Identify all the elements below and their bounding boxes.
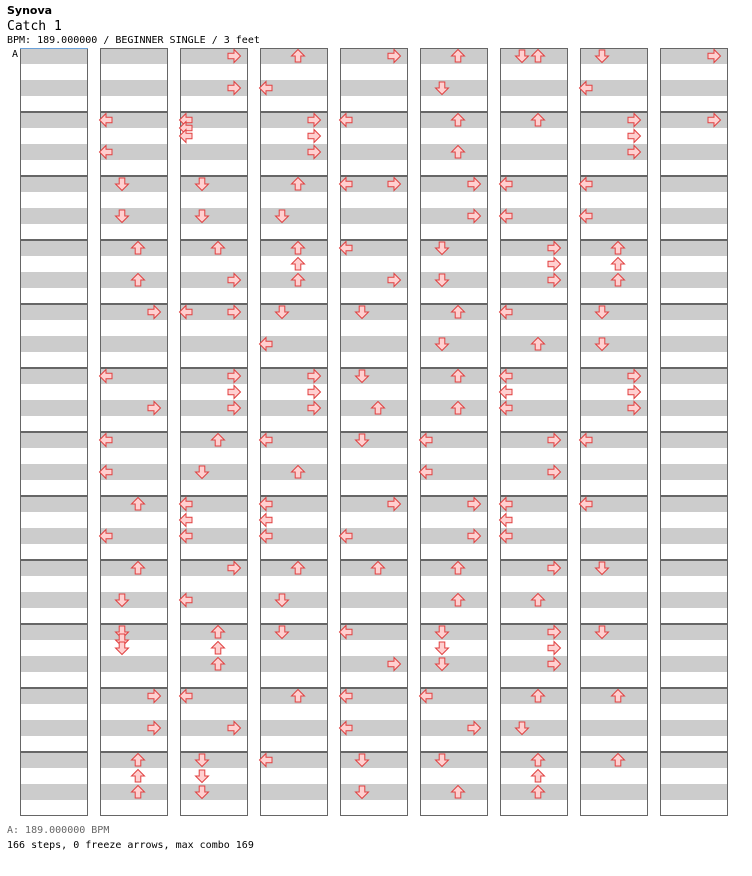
beat-stripe xyxy=(20,176,88,192)
beat-stripe xyxy=(660,752,728,768)
beat-stripe xyxy=(660,656,728,672)
beat-stripe xyxy=(500,720,568,736)
bpm-marker-label: A xyxy=(12,49,19,60)
beat-stripe xyxy=(20,496,88,512)
beat-stripe xyxy=(660,304,728,320)
beat-stripe xyxy=(660,592,728,608)
beat-stripe xyxy=(20,432,88,448)
beat-stripe xyxy=(580,560,648,576)
beat-stripe xyxy=(180,784,248,800)
beat-stripe xyxy=(580,592,648,608)
beat-stripe xyxy=(20,48,88,64)
beat-stripe xyxy=(340,304,408,320)
beat-stripe xyxy=(420,656,488,672)
beat-stripe xyxy=(100,48,168,64)
beat-stripe xyxy=(260,592,328,608)
beat-stripe xyxy=(180,464,248,480)
chart-meta: BPM: 189.000000 / BEGINNER SINGLE / 3 feet xyxy=(7,35,260,46)
beat-stripe xyxy=(100,624,168,640)
chart-column xyxy=(420,48,488,816)
beat-stripe xyxy=(340,432,408,448)
beat-stripe xyxy=(20,208,88,224)
beat-stripe xyxy=(260,624,328,640)
beat-stripe xyxy=(340,368,408,384)
beat-stripe xyxy=(180,144,248,160)
beat-stripe xyxy=(580,464,648,480)
chart-column xyxy=(660,48,728,816)
beat-stripe xyxy=(20,368,88,384)
beat-stripe xyxy=(500,80,568,96)
bpm-info: A: 189.000000 BPM xyxy=(7,825,110,836)
beat-stripe xyxy=(580,336,648,352)
beat-stripe xyxy=(660,400,728,416)
beat-stripe xyxy=(100,336,168,352)
chart-column xyxy=(180,48,248,816)
beat-stripe xyxy=(660,560,728,576)
beat-stripe xyxy=(660,688,728,704)
song-artist: Synova xyxy=(7,4,53,17)
beat-stripe xyxy=(500,144,568,160)
beat-stripe xyxy=(20,592,88,608)
beat-stripe xyxy=(420,80,488,96)
beat-stripe xyxy=(20,528,88,544)
beat-stripe xyxy=(580,656,648,672)
chart-column xyxy=(100,48,168,816)
beat-stripe xyxy=(660,496,728,512)
beat-stripe xyxy=(340,464,408,480)
beat-stripe xyxy=(340,144,408,160)
beat-stripe xyxy=(660,272,728,288)
beat-stripe xyxy=(100,208,168,224)
beat-stripe xyxy=(100,176,168,192)
beat-stripe xyxy=(260,784,328,800)
beat-stripe xyxy=(20,752,88,768)
beat-stripe xyxy=(260,656,328,672)
beat-stripe xyxy=(580,528,648,544)
beat-stripe xyxy=(100,80,168,96)
beat-stripe xyxy=(260,304,328,320)
beat-stripe xyxy=(660,624,728,640)
beat-stripe xyxy=(340,784,408,800)
beat-stripe xyxy=(660,432,728,448)
beat-stripe xyxy=(660,528,728,544)
beat-stripe xyxy=(100,656,168,672)
beat-stripe xyxy=(340,336,408,352)
chart-column xyxy=(20,48,88,816)
beat-stripe xyxy=(420,272,488,288)
beat-stripe xyxy=(100,592,168,608)
beat-stripe xyxy=(20,112,88,128)
beat-stripe xyxy=(20,688,88,704)
beat-stripe xyxy=(340,80,408,96)
beat-stripe xyxy=(260,720,328,736)
beat-stripe xyxy=(20,656,88,672)
beat-stripe xyxy=(20,784,88,800)
beat-stripe xyxy=(580,784,648,800)
beat-stripe xyxy=(580,48,648,64)
chart-column xyxy=(340,48,408,816)
beat-stripe xyxy=(660,176,728,192)
beat-stripe xyxy=(420,624,488,640)
beat-stripe xyxy=(420,336,488,352)
beat-stripe xyxy=(340,208,408,224)
beat-stripe xyxy=(20,624,88,640)
chart-column xyxy=(500,48,568,816)
beat-stripe xyxy=(20,304,88,320)
beat-stripe xyxy=(580,720,648,736)
beat-stripe xyxy=(340,752,408,768)
beat-stripe xyxy=(340,592,408,608)
beat-stripe xyxy=(420,240,488,256)
chart-column xyxy=(580,48,648,816)
beat-stripe xyxy=(20,80,88,96)
chart-column xyxy=(260,48,328,816)
beat-stripe xyxy=(260,208,328,224)
beat-stripe xyxy=(20,720,88,736)
beat-stripe xyxy=(180,176,248,192)
beat-stripe xyxy=(180,208,248,224)
beat-stripe xyxy=(180,752,248,768)
beat-stripe xyxy=(660,720,728,736)
beat-stripe xyxy=(420,752,488,768)
beat-stripe xyxy=(660,464,728,480)
beat-stripe xyxy=(20,240,88,256)
beat-stripe xyxy=(20,560,88,576)
beat-stripe xyxy=(660,80,728,96)
beat-stripe xyxy=(20,336,88,352)
beat-stripe xyxy=(20,400,88,416)
beat-stripe xyxy=(580,624,648,640)
beat-stripe xyxy=(660,784,728,800)
step-stats: 166 steps, 0 freeze arrows, max combo 169 xyxy=(7,840,254,851)
beat-stripe xyxy=(580,304,648,320)
beat-stripe xyxy=(660,368,728,384)
beat-stripe xyxy=(660,144,728,160)
song-title: Catch 1 xyxy=(7,19,62,34)
beat-stripe xyxy=(20,144,88,160)
beat-stripe xyxy=(180,336,248,352)
beat-stripe xyxy=(20,464,88,480)
beat-stripe xyxy=(660,336,728,352)
beat-stripe xyxy=(660,208,728,224)
beat-stripe xyxy=(20,272,88,288)
beat-stripe xyxy=(660,240,728,256)
